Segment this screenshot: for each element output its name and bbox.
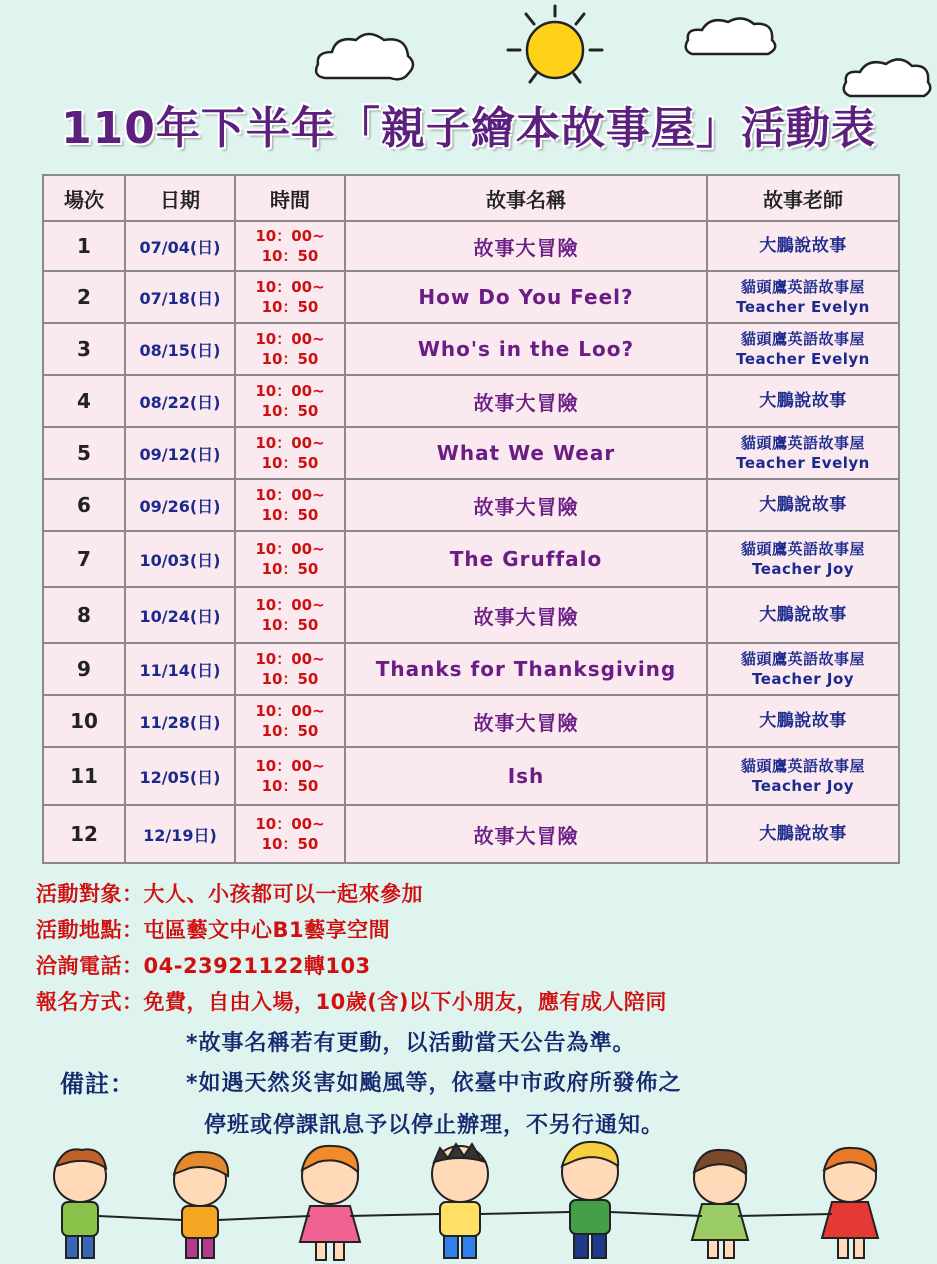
session-time xyxy=(235,531,345,587)
session-date: 10/03(日) xyxy=(125,531,235,587)
session-number: 6 xyxy=(43,479,125,531)
session-number: 9 xyxy=(43,643,125,695)
session-time xyxy=(235,323,345,375)
teacher-line-1: 大鵬說故事 xyxy=(759,605,847,625)
time-start: 10：00~ xyxy=(255,382,325,400)
story-teacher xyxy=(707,271,899,323)
teacher-line-1: 大鵬說故事 xyxy=(759,236,847,256)
note-line-3: 停班或停課訊息予以停止辦理，不另行通知。 xyxy=(204,1113,665,1138)
time-end: 10：50 xyxy=(261,350,319,368)
story-teacher xyxy=(707,587,899,643)
time-start: 10：00~ xyxy=(255,702,325,720)
info-location: 活動地點：屯區藝文中心B1藝享空間 xyxy=(36,918,391,942)
story-teacher xyxy=(707,479,899,531)
session-number: 3 xyxy=(43,323,125,375)
time-end: 10：50 xyxy=(261,670,319,688)
session-time xyxy=(235,479,345,531)
session-date: 11/28(日) xyxy=(125,695,235,747)
session-number: 4 xyxy=(43,375,125,427)
time-start: 10：00~ xyxy=(255,434,325,452)
table-row xyxy=(43,805,899,863)
table-row xyxy=(43,375,899,427)
session-number: 5 xyxy=(43,427,125,479)
story-teacher xyxy=(707,323,899,375)
story-teacher xyxy=(707,805,899,863)
children-illustration xyxy=(20,1136,920,1264)
teacher-line-2: Teacher Evelyn xyxy=(736,298,870,316)
teacher-line-1: 大鵬說故事 xyxy=(759,824,847,844)
time-start: 10：00~ xyxy=(255,757,325,775)
session-date: 09/26(日) xyxy=(125,479,235,531)
teacher-line-1: 大鵬說故事 xyxy=(759,391,847,411)
table-row xyxy=(43,531,899,587)
schedule-table xyxy=(42,174,900,864)
header-teacher: 故事老師 xyxy=(707,175,899,221)
time-start: 10：00~ xyxy=(255,540,325,558)
table-row xyxy=(43,479,899,531)
time-end: 10：50 xyxy=(261,616,319,634)
story-teacher xyxy=(707,747,899,805)
session-date: 12/05(日) xyxy=(125,747,235,805)
table-row xyxy=(43,587,899,643)
time-start: 10：00~ xyxy=(255,227,325,245)
session-time xyxy=(235,695,345,747)
teacher-line-1: 大鵬說故事 xyxy=(759,711,847,731)
story-title: 故事大冒險 xyxy=(345,375,707,427)
info-audience: 活動對象：大人、小孩都可以一起來參加 xyxy=(36,882,423,906)
story-teacher xyxy=(707,695,899,747)
story-teacher xyxy=(707,643,899,695)
session-time xyxy=(235,375,345,427)
session-time xyxy=(235,805,345,863)
story-title: Ish xyxy=(345,747,707,805)
time-end: 10：50 xyxy=(261,722,319,740)
session-date: 11/14(日) xyxy=(125,643,235,695)
time-end: 10：50 xyxy=(261,298,319,316)
page-title: 110年下半年「親子繪本故事屋」活動表 xyxy=(61,103,876,154)
session-number: 8 xyxy=(43,587,125,643)
table-row xyxy=(43,427,899,479)
session-date: 12/19日) xyxy=(125,805,235,863)
time-end: 10：50 xyxy=(261,247,319,265)
time-start: 10：00~ xyxy=(255,815,325,833)
session-number: 11 xyxy=(43,747,125,805)
time-end: 10：50 xyxy=(261,506,319,524)
teacher-line-1: 貓頭鷹英語故事屋 xyxy=(740,330,865,348)
info-signup: 報名方式：免費，自由入場，10歲(含)以下小朋友，應有成人陪同 xyxy=(36,990,667,1014)
session-date: 08/15(日) xyxy=(125,323,235,375)
teacher-line-1: 貓頭鷹英語故事屋 xyxy=(740,650,865,668)
story-title: 故事大冒險 xyxy=(345,221,707,271)
time-end: 10：50 xyxy=(261,454,319,472)
session-date: 08/22(日) xyxy=(125,375,235,427)
header-session: 場次 xyxy=(43,175,125,221)
table-row xyxy=(43,695,899,747)
teacher-line-2: Teacher Evelyn xyxy=(736,454,870,472)
teacher-line-2: Teacher Joy xyxy=(751,777,855,795)
session-date: 10/24(日) xyxy=(125,587,235,643)
story-teacher xyxy=(707,221,899,271)
time-end: 10：50 xyxy=(261,835,319,853)
teacher-line-2: Teacher Joy xyxy=(751,560,855,578)
time-start: 10：00~ xyxy=(255,650,325,668)
cloud-icon xyxy=(680,12,780,62)
session-number: 10 xyxy=(43,695,125,747)
time-end: 10：50 xyxy=(261,777,319,795)
info-phone: 洽詢電話：04-23921122轉103 xyxy=(36,954,371,978)
story-title: The Gruffalo xyxy=(345,531,707,587)
session-number: 1 xyxy=(43,221,125,271)
story-teacher xyxy=(707,427,899,479)
story-title: Thanks for Thanksgiving xyxy=(345,643,707,695)
note-line-1: *故事名稱若有更動，以活動當天公告為準。 xyxy=(186,1031,636,1056)
teacher-line-1: 貓頭鷹英語故事屋 xyxy=(740,540,865,558)
teacher-line-1: 大鵬說故事 xyxy=(759,495,847,515)
teacher-line-1: 貓頭鷹英語故事屋 xyxy=(740,757,865,775)
cloud-icon xyxy=(310,28,420,88)
story-title: 故事大冒險 xyxy=(345,479,707,531)
session-time xyxy=(235,427,345,479)
table-header-row xyxy=(43,175,899,221)
header-date: 日期 xyxy=(125,175,235,221)
teacher-line-1: 貓頭鷹英語故事屋 xyxy=(740,434,865,452)
session-number: 7 xyxy=(43,531,125,587)
teacher-line-2: Teacher Evelyn xyxy=(736,350,870,368)
table-row xyxy=(43,747,899,805)
time-end: 10：50 xyxy=(261,402,319,420)
header-story: 故事名稱 xyxy=(345,175,707,221)
session-date: 07/18(日) xyxy=(125,271,235,323)
time-end: 10：50 xyxy=(261,560,319,578)
session-date: 09/12(日) xyxy=(125,427,235,479)
sun-icon xyxy=(490,0,620,100)
session-number: 12 xyxy=(43,805,125,863)
teacher-line-2: Teacher Joy xyxy=(751,670,855,688)
story-title: 故事大冒險 xyxy=(345,587,707,643)
time-start: 10：00~ xyxy=(255,278,325,296)
table-row xyxy=(43,271,899,323)
notes-label: 備註： xyxy=(60,1070,135,1098)
note-line-2: *如遇天然災害如颱風等，依臺中市政府所發佈之 xyxy=(186,1071,682,1096)
story-title: Who's in the Loo? xyxy=(345,323,707,375)
time-start: 10：00~ xyxy=(255,330,325,348)
table-row xyxy=(43,323,899,375)
session-time xyxy=(235,587,345,643)
session-time xyxy=(235,221,345,271)
header-time: 時間 xyxy=(235,175,345,221)
session-number: 2 xyxy=(43,271,125,323)
teacher-line-1: 貓頭鷹英語故事屋 xyxy=(740,278,865,296)
session-date: 07/04(日) xyxy=(125,221,235,271)
table-row xyxy=(43,643,899,695)
story-title: 故事大冒險 xyxy=(345,805,707,863)
story-title: What We Wear xyxy=(345,427,707,479)
session-time xyxy=(235,271,345,323)
time-start: 10：00~ xyxy=(255,596,325,614)
story-teacher xyxy=(707,531,899,587)
session-time xyxy=(235,643,345,695)
story-teacher xyxy=(707,375,899,427)
story-title: 故事大冒險 xyxy=(345,695,707,747)
session-time xyxy=(235,747,345,805)
story-title: How Do You Feel? xyxy=(345,271,707,323)
time-start: 10：00~ xyxy=(255,486,325,504)
table-row xyxy=(43,221,899,271)
